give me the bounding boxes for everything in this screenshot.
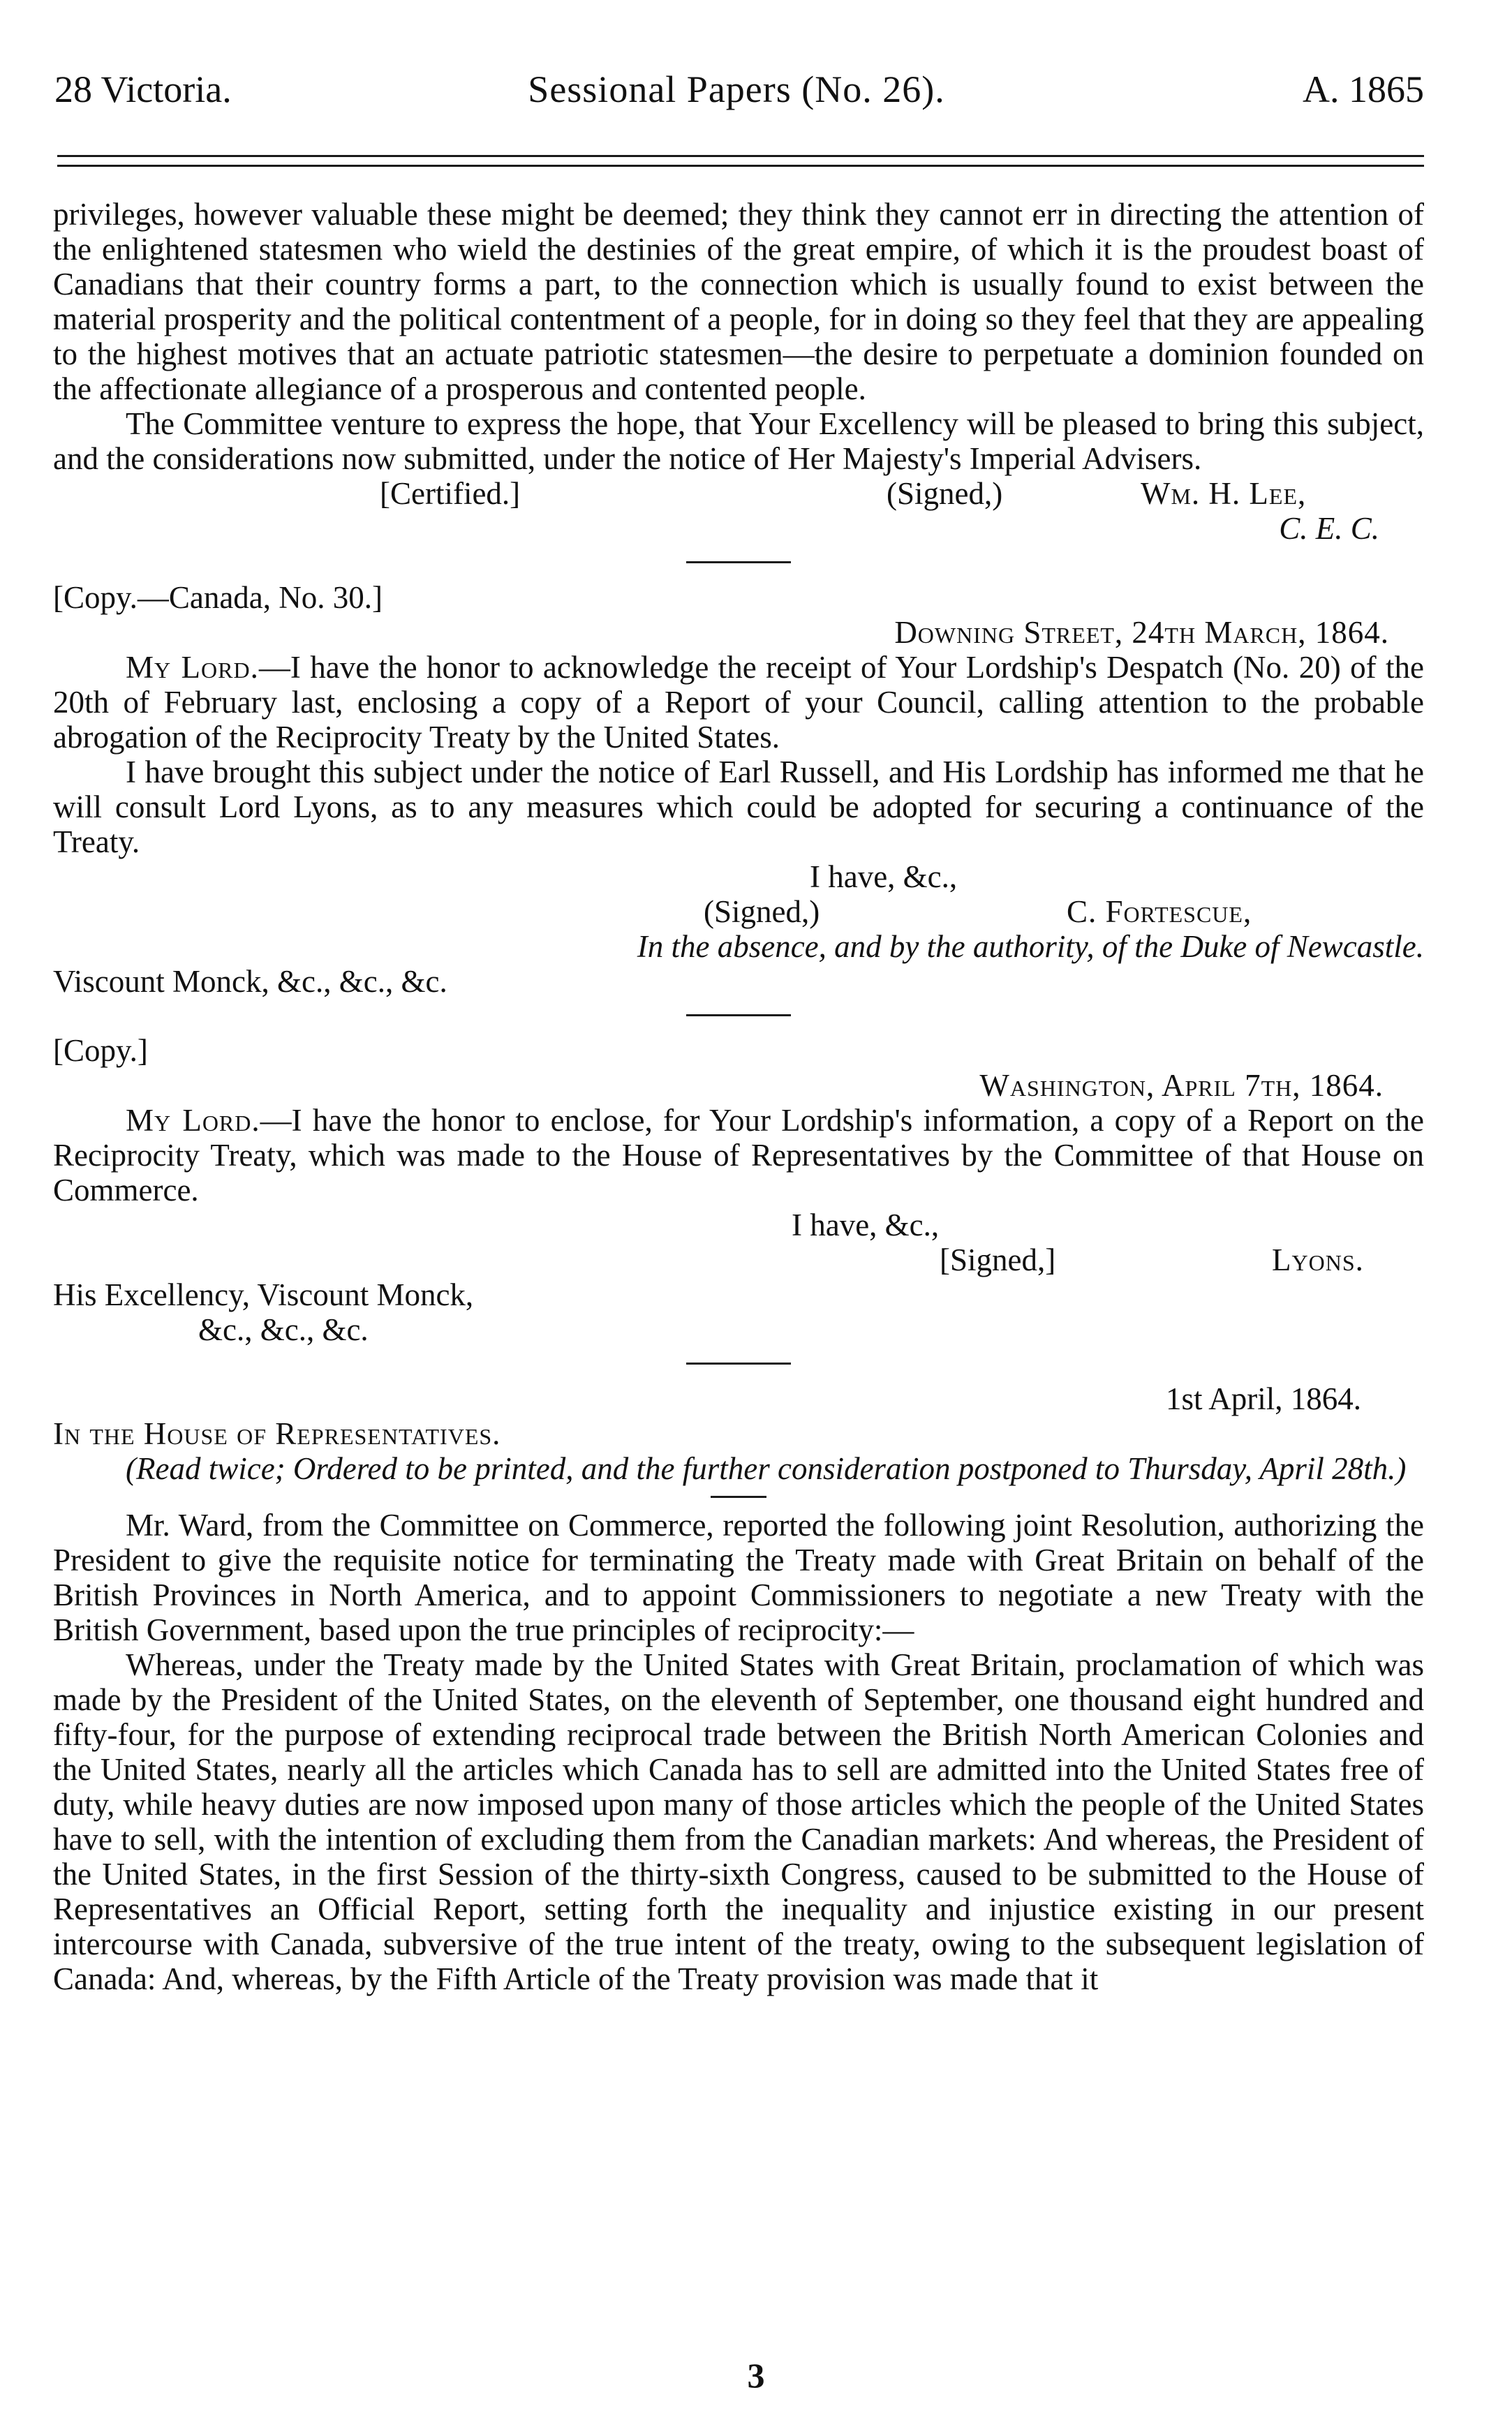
copy-label: [Copy.]	[53, 1033, 148, 1068]
signed-label: (Signed,)	[704, 894, 820, 929]
addressee: His Excellency, Viscount Monck,	[53, 1277, 474, 1312]
paragraph-privileges: privileges, however valuable these might be deemed; they think they cannot err in directing the attention of the enlightened statesmen who wield the destinies of the great empire, of which it is the proudest boast of Canadians that their country forms a part, to the connection which is usually found to exist between the material prosperity and the political contentment of a people, for in doing so they feel that they are appealing to the highest motives that an actuate patriotic statesmen—the desire to perpetuate a dominion founded on the affectionate allegiance of a prosperous and contented people.	[53, 197, 1424, 406]
section-divider	[686, 1014, 791, 1016]
header-rule-thick	[57, 155, 1424, 157]
signer-name: Lyons.	[1272, 1242, 1364, 1277]
paragraph-committee-hope: The Committee venture to express the hope, that Your Excellency will be pleased to bring this subject, and the considerations now submitted, under the notice of Her Majesty's Imperial Advisers.	[53, 406, 1424, 476]
signed-label: [Signed,]	[940, 1242, 1056, 1277]
header-rule-thin	[57, 165, 1424, 167]
page-number: 3	[747, 2356, 765, 2395]
document-body	[53, 197, 1424, 1996]
place-date: Downing Street, 24th March, 1864.	[894, 615, 1389, 650]
closing-line	[53, 859, 1424, 894]
signature-line	[53, 894, 1424, 929]
paragraph-my-lord	[53, 1103, 1424, 1208]
authority-line	[53, 929, 1424, 964]
paragraph-text: —I have the honor to acknowledge the receipt of Your Lordship's Despatch (No. 20) of the 20th of February last, enclosing a copy of a Report of your Council, calling attention to the probable abrogation of the Reciprocity Treaty by the United States.	[53, 650, 1425, 755]
section-divider	[686, 561, 791, 563]
copy-label: [Copy.—Canada, No. 30.]	[53, 580, 383, 615]
resolution-date: 1st April, 1864.	[1165, 1381, 1361, 1416]
closing: I have, &c.,	[810, 859, 958, 894]
short-divider	[711, 1496, 766, 1498]
paragraph-text: —I have the honor to enclose, for Your Lordship's information, a copy of a Report on the Reciprocity Treaty, which was made to the House of Representatives by the Committee of that House on Commerce.	[53, 1103, 1425, 1208]
signer-name: Wm. H. Lee,	[1141, 476, 1307, 511]
signature-line	[53, 1242, 1424, 1277]
authority-note: In the absence, and by the authority, of the Duke of Newcastle.	[637, 929, 1424, 964]
addressee-etc: &c., &c., &c.	[198, 1312, 369, 1347]
section-divider	[686, 1363, 791, 1365]
salutation: My Lord.	[126, 650, 259, 685]
place-date: Washington, April 7th, 1864.	[979, 1068, 1384, 1103]
addressee: Viscount Monck, &c., &c., &c.	[53, 964, 447, 999]
signer-title: C. E. C.	[1279, 511, 1379, 546]
signer-name: C. Fortescue,	[1067, 894, 1252, 929]
header-title: Sessional Papers (No. 26).	[528, 68, 945, 110]
signer-title-line	[53, 511, 1424, 546]
paragraph-mr-ward: Mr. Ward, from the Committee on Commerce, reported the following joint Resolution, authorizing the President to give the requisite notice for terminating the Treaty made with Great Britain on behalf of the British Provinces in North America, and to appoint Commissioners to negotiate a new Treaty with the British Government, based upon the true principles of reciprocity:—	[53, 1508, 1424, 1647]
certification-line	[53, 476, 1424, 511]
header-year: A. 1865	[1303, 68, 1424, 110]
printing-note: (Read twice; Ordered to be printed, and the further consideration postponed to Thursday, April 28th.)	[126, 1451, 1407, 1486]
paragraph-my-lord	[53, 650, 1424, 755]
header-session: 28 Victoria.	[54, 68, 232, 110]
certified-label: [Certified.]	[380, 476, 521, 511]
closing: I have, &c.,	[792, 1208, 940, 1242]
paragraph-whereas: Whereas, under the Treaty made by the United States with Great Britain, proclamation of which was made by the President of the United States, on the eleventh of September, one thousand eight hundred and fifty-four, for the purpose of extending reciprocal trade between the British North American Colonies and the United States, nearly all the articles which Canada has to sell are admitted into the United States free of duty, while heavy duties are now imposed upon many of those articles which the people of the United States have to sell, with the intention of excluding them from the Canadian markets: And whereas, the President of the United States, in the first Session of the thirty-sixth Congress, caused to be submitted to the House of Representatives an Official Report, setting forth the inequality and injustice existing in our present intercourse with Canada, subversive of the true intent of the treaty, owing to the subsequent legislation of Canada: And, whereas, by the Fifth Article of the Treaty provision was made that it	[53, 1647, 1424, 1996]
salutation: My Lord.	[126, 1103, 260, 1138]
paragraph-earl-russell: I have brought this subject under the notice of Earl Russell, and His Lordship has informed me that he will consult Lord Lyons, as to any measures which could be adopted for securing a continuance of the Treaty.	[53, 755, 1424, 859]
running-header	[49, 61, 1424, 117]
house-heading: In the House of Representatives.	[53, 1416, 501, 1451]
signed-label: (Signed,)	[887, 476, 1003, 511]
closing-line	[53, 1208, 1424, 1242]
